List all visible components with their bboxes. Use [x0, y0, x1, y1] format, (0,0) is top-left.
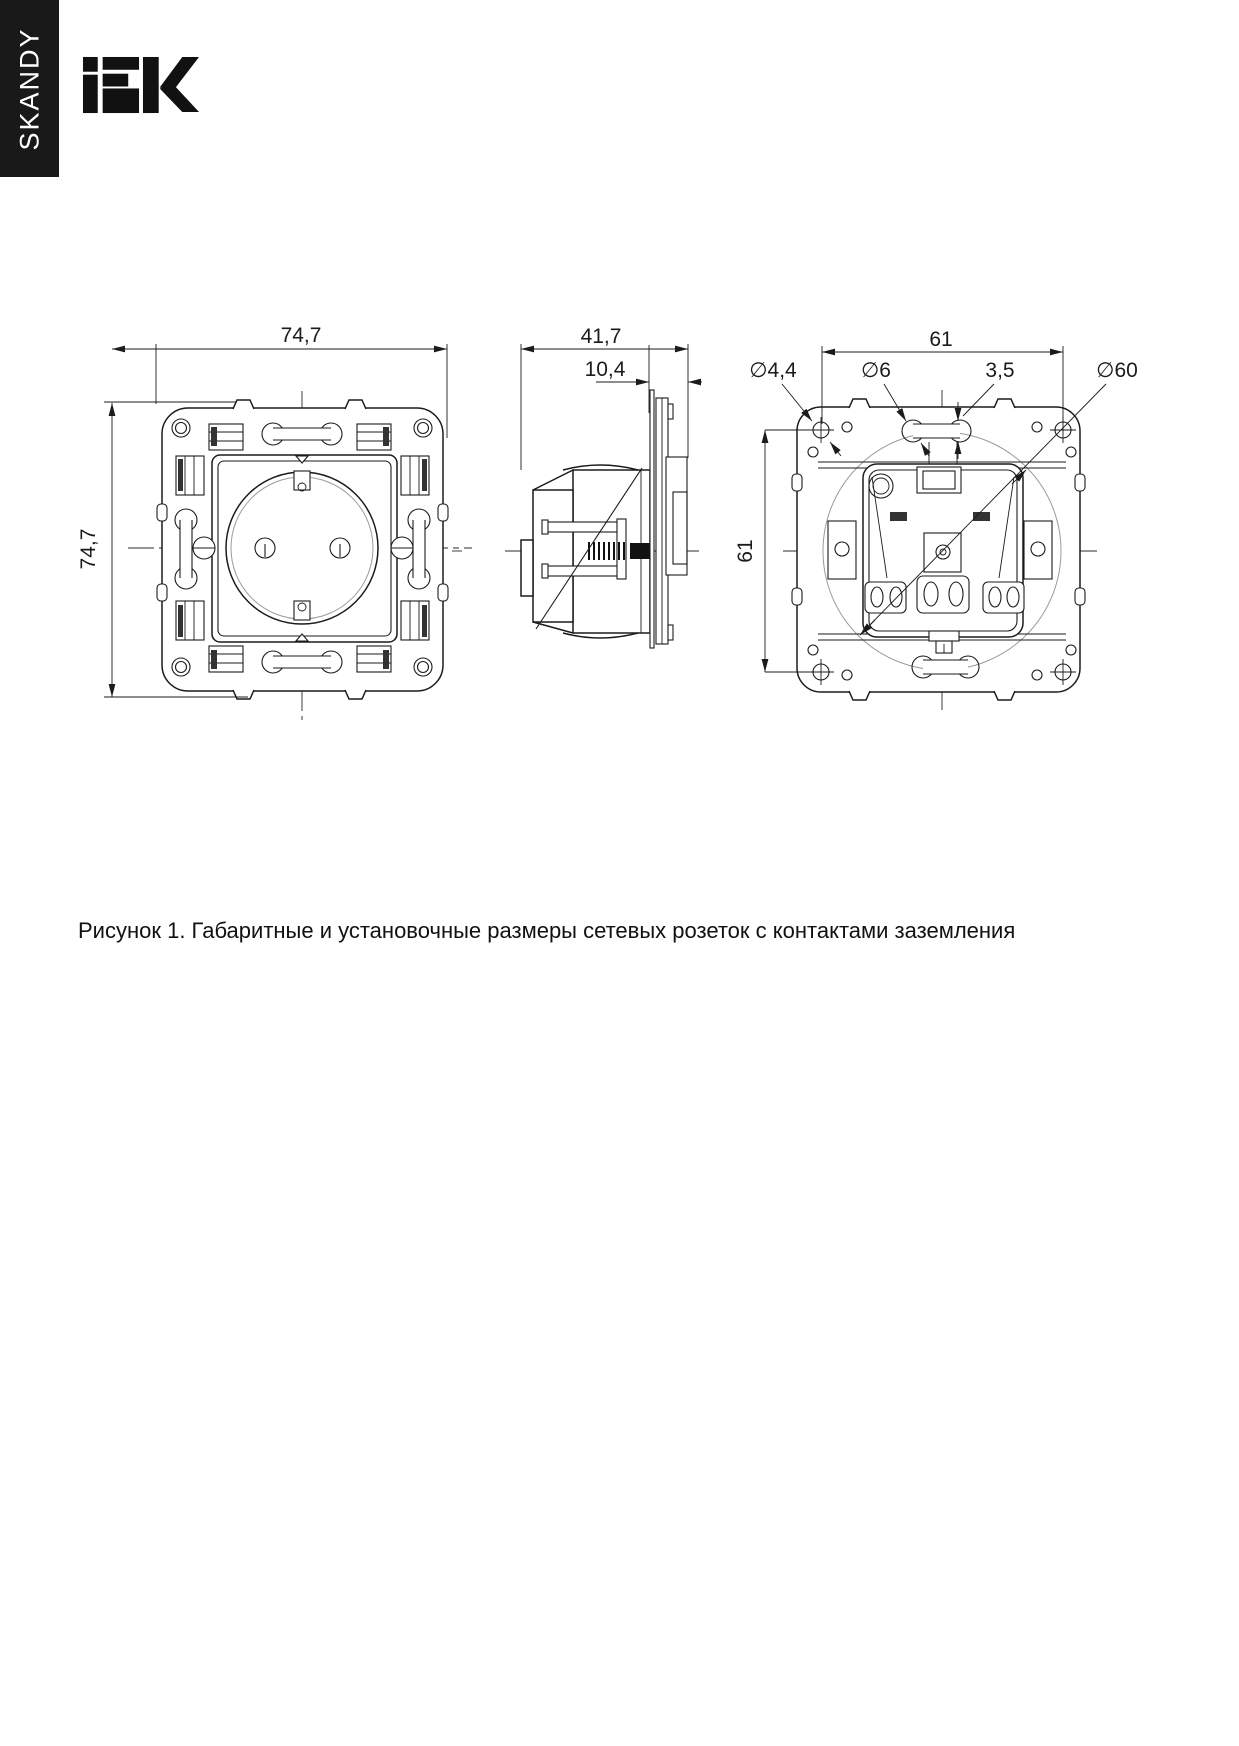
- dim-back-height: 61: [734, 539, 757, 563]
- figure-caption: Рисунок 1. Габаритные и установочные размеры сетевых розеток с контактами заземления: [78, 918, 1016, 943]
- side-view: [452, 325, 702, 648]
- front-view: [77, 324, 472, 720]
- series-label: SKANDY: [14, 26, 44, 151]
- label-hole-diameter: ∅4,4: [749, 359, 797, 382]
- label-slot-end-diameter: ∅6: [861, 359, 891, 382]
- dim-front-height: 74,7: [77, 528, 100, 570]
- label-slot-width: 3,5: [985, 359, 1015, 382]
- dim-front-width: 74,7: [280, 324, 322, 347]
- dim-side-front-depth: 10,4: [584, 358, 626, 381]
- back-view: [734, 328, 1138, 714]
- dim-side-depth: 41,7: [580, 325, 622, 348]
- label-mount-circle-diameter: ∅60: [1096, 359, 1138, 382]
- dim-back-width: 61: [929, 328, 953, 351]
